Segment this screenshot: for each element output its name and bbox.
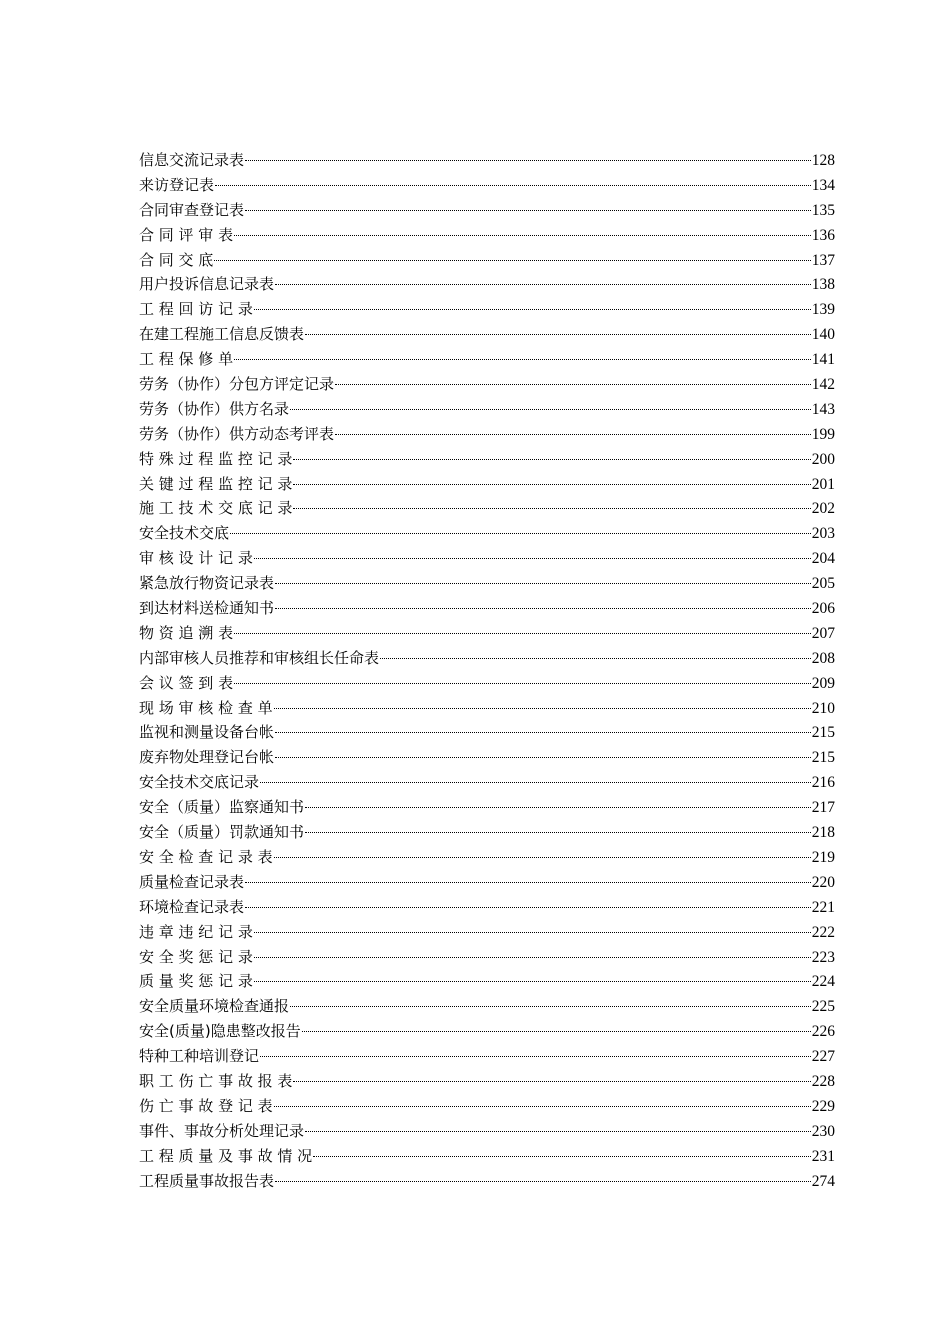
- toc-entry[interactable]: [139, 820, 835, 845]
- dot-leader: [234, 235, 811, 236]
- toc-entry-title: 工 程 回 访 记 录: [139, 300, 253, 319]
- toc-entry-title: 安全质量环境检查通报: [139, 997, 290, 1016]
- toc-entry[interactable]: [139, 1019, 835, 1044]
- dot-leader: [275, 732, 811, 733]
- dot-leader: [335, 384, 811, 385]
- dot-leader: [290, 409, 811, 410]
- dot-leader: [230, 533, 811, 534]
- toc-entry[interactable]: [139, 870, 835, 895]
- dot-leader: [293, 1081, 810, 1082]
- toc-entry[interactable]: [139, 745, 835, 770]
- dot-leader: [214, 260, 810, 261]
- toc-entry[interactable]: [139, 571, 835, 596]
- toc-entry[interactable]: [139, 596, 835, 621]
- dot-leader: [335, 434, 811, 435]
- toc-entry-title: 质量检查记录表: [139, 872, 245, 891]
- toc-entry[interactable]: [139, 969, 835, 994]
- toc-entry-page-number: 204: [811, 550, 835, 568]
- toc-entry[interactable]: [139, 895, 835, 920]
- toc-entry-page-number: 207: [811, 624, 835, 642]
- toc-entry-page-number: 208: [811, 649, 835, 667]
- toc-entry-page-number: 202: [811, 500, 835, 518]
- toc-entry-title: 安全（质量）监察通知书: [139, 798, 305, 817]
- dot-leader: [245, 160, 811, 161]
- toc-entry[interactable]: [139, 945, 835, 970]
- toc-entry-page-number: 141: [811, 351, 835, 369]
- toc-entry-title: 废弃物处理登记台帐: [139, 748, 275, 767]
- toc-entry-page-number: 139: [811, 301, 835, 319]
- toc-entry-page-number: 229: [811, 1097, 835, 1115]
- toc-entry-title: 安 全 检 查 记 录 表: [139, 847, 273, 866]
- toc-entry-page-number: 223: [811, 948, 835, 966]
- dot-leader: [254, 309, 811, 310]
- toc-entry-title: 审 核 设 计 记 录: [139, 549, 253, 568]
- toc-entry[interactable]: [139, 845, 835, 870]
- toc-entry-title: 来访登记表: [139, 175, 215, 194]
- toc-entry-page-number: 231: [811, 1147, 835, 1165]
- dot-leader: [380, 658, 811, 659]
- dot-leader: [234, 633, 811, 634]
- dot-leader: [293, 459, 810, 460]
- dot-leader: [293, 484, 810, 485]
- toc-entry[interactable]: [139, 1119, 835, 1144]
- toc-entry-title: 物 资 追 溯 表: [139, 623, 234, 642]
- toc-entry-page-number: 221: [811, 898, 835, 916]
- toc-entry-title: 特种工种培训登记: [139, 1047, 260, 1066]
- toc-entry[interactable]: [139, 795, 835, 820]
- dot-leader: [260, 1056, 811, 1057]
- toc-entry-page-number: 199: [811, 425, 835, 443]
- toc-entry[interactable]: [139, 1044, 835, 1069]
- toc-entry[interactable]: [139, 397, 835, 422]
- toc-entry-title: 安 全 奖 惩 记 录: [139, 947, 253, 966]
- toc-entry-title: 工程质量事故报告表: [139, 1171, 275, 1190]
- dot-leader: [254, 957, 811, 958]
- toc-entry-page-number: 137: [811, 251, 835, 269]
- toc-entry-title: 职 工 伤 亡 事 故 报 表: [139, 1071, 293, 1090]
- toc-entry[interactable]: [139, 521, 835, 546]
- dot-leader: [293, 508, 810, 509]
- dot-leader: [305, 334, 811, 335]
- dot-leader: [305, 1131, 811, 1132]
- table-of-contents: [139, 148, 835, 1193]
- toc-entry[interactable]: [139, 496, 835, 521]
- toc-entry-page-number: 222: [811, 923, 835, 941]
- toc-entry-page-number: 225: [811, 998, 835, 1016]
- toc-entry[interactable]: [139, 422, 835, 447]
- toc-entry[interactable]: [139, 696, 835, 721]
- toc-entry-page-number: 220: [811, 873, 835, 891]
- toc-entry-title: 违 章 违 纪 记 录: [139, 922, 253, 941]
- toc-entry-page-number: 219: [811, 848, 835, 866]
- toc-entry-title: 监视和测量设备台帐: [139, 723, 275, 742]
- toc-entry-title: 用户投诉信息记录表: [139, 275, 275, 294]
- toc-entry-page-number: 209: [811, 674, 835, 692]
- toc-entry-page-number: 128: [811, 152, 835, 169]
- toc-entry[interactable]: [139, 1069, 835, 1094]
- toc-entry-title: 环境检查记录表: [139, 897, 245, 916]
- dot-leader: [305, 807, 811, 808]
- dot-leader: [275, 1181, 811, 1182]
- toc-entry-title: 在建工程施工信息反馈表: [139, 325, 305, 344]
- dot-leader: [275, 608, 811, 609]
- dot-leader: [254, 932, 811, 933]
- toc-entry[interactable]: [139, 248, 835, 273]
- dot-leader: [260, 782, 811, 783]
- dot-leader: [313, 1156, 811, 1157]
- toc-entry-title: 合同审查登记表: [139, 200, 245, 219]
- toc-entry-page-number: 206: [811, 600, 835, 618]
- toc-entry-title: 事件、事故分析处理记录: [139, 1121, 305, 1140]
- toc-entry[interactable]: [139, 671, 835, 696]
- toc-entry-title: 劳务（协作）分包方评定记录: [139, 375, 335, 394]
- toc-entry-page-number: 205: [811, 575, 835, 593]
- toc-entry[interactable]: [139, 770, 835, 795]
- toc-entry-title: 内部审核人员推荐和审核组长任命表: [139, 648, 380, 667]
- toc-entry[interactable]: [139, 372, 835, 397]
- toc-entry-title: 质 量 奖 惩 记 录: [139, 972, 253, 991]
- toc-entry-title: 劳务（协作）供方名录: [139, 399, 290, 418]
- dot-leader: [254, 981, 811, 982]
- toc-entry-page-number: 138: [811, 276, 835, 294]
- toc-entry-page-number: 200: [811, 450, 835, 468]
- toc-entry-page-number: 136: [811, 226, 835, 244]
- toc-entry-title: 会 议 签 到 表: [139, 673, 234, 692]
- toc-entry[interactable]: [139, 447, 835, 472]
- toc-entry-page-number: 227: [811, 1048, 835, 1066]
- toc-entry[interactable]: [139, 646, 835, 671]
- toc-entry-page-number: 218: [811, 824, 835, 842]
- dot-leader: [215, 185, 811, 186]
- dot-leader: [274, 857, 811, 858]
- dot-leader: [275, 284, 811, 285]
- toc-entry-page-number: 134: [811, 176, 835, 194]
- dot-leader: [290, 1006, 811, 1007]
- toc-entry-title: 到达材料送检通知书: [139, 599, 275, 618]
- toc-entry-title: 工 程 质 量 及 事 故 情 况: [139, 1146, 313, 1165]
- toc-entry[interactable]: [139, 223, 835, 248]
- toc-entry-page-number: 143: [811, 400, 835, 418]
- toc-entry-page-number: 216: [811, 774, 835, 792]
- toc-entry-title: 安全技术交底记录: [139, 773, 260, 792]
- toc-entry[interactable]: [139, 198, 835, 223]
- toc-entry-title: 安全（质量）罚款通知书: [139, 823, 305, 842]
- toc-entry-page-number: 215: [811, 749, 835, 767]
- toc-entry-page-number: 203: [811, 525, 835, 543]
- toc-entry[interactable]: [139, 720, 835, 745]
- dot-leader: [234, 359, 811, 360]
- dot-leader: [274, 708, 811, 709]
- toc-entry-title: 劳务（协作）供方动态考评表: [139, 424, 335, 443]
- toc-entry-page-number: 274: [811, 1172, 835, 1190]
- toc-entry-page-number: 217: [811, 799, 835, 817]
- dot-leader: [274, 1106, 811, 1107]
- toc-entry[interactable]: [139, 1169, 835, 1194]
- toc-entry-title: 合 同 评 审 表: [139, 225, 234, 244]
- toc-entry[interactable]: [139, 1144, 835, 1169]
- dot-leader: [305, 832, 811, 833]
- toc-entry-title: 紧急放行物资记录表: [139, 574, 275, 593]
- toc-entry[interactable]: [139, 148, 835, 173]
- toc-entry-title: 现 场 审 核 检 查 单: [139, 698, 273, 717]
- dot-leader: [275, 757, 811, 758]
- dot-leader: [245, 907, 811, 908]
- toc-entry[interactable]: [139, 272, 835, 297]
- toc-entry-title: 安全(质量)隐患整改报告: [139, 1022, 301, 1041]
- toc-entry[interactable]: [139, 621, 835, 646]
- toc-entry[interactable]: [139, 472, 835, 497]
- toc-entry-title: 伤 亡 事 故 登 记 表: [139, 1096, 273, 1115]
- toc-entry-title: 施 工 技 术 交 底 记 录: [139, 499, 293, 518]
- dot-leader: [275, 583, 811, 584]
- dot-leader: [302, 1031, 811, 1032]
- toc-entry[interactable]: [139, 322, 835, 347]
- toc-entry[interactable]: [139, 546, 835, 571]
- toc-entry-page-number: 201: [811, 475, 835, 493]
- dot-leader: [234, 683, 811, 684]
- toc-entry-page-number: 224: [811, 973, 835, 991]
- toc-entry[interactable]: [139, 1094, 835, 1119]
- toc-entry-page-number: 230: [811, 1122, 835, 1140]
- toc-entry[interactable]: [139, 297, 835, 322]
- toc-entry-page-number: 142: [811, 376, 835, 394]
- toc-entry[interactable]: [139, 920, 835, 945]
- dot-leader: [254, 558, 811, 559]
- toc-entry-title: 信息交流记录表: [139, 151, 245, 169]
- toc-entry-page-number: 226: [811, 1023, 835, 1041]
- toc-entry-page-number: 140: [811, 326, 835, 344]
- toc-entry-title: 关 键 过 程 监 控 记 录: [139, 474, 293, 493]
- toc-entry-page-number: 215: [811, 724, 835, 742]
- dot-leader: [245, 210, 811, 211]
- toc-entry-title: 安全技术交底: [139, 524, 230, 543]
- toc-entry-page-number: 228: [811, 1072, 835, 1090]
- toc-entry-title: 合 同 交 底: [139, 250, 214, 269]
- toc-entry-page-number: 210: [811, 699, 835, 717]
- toc-entry[interactable]: [139, 173, 835, 198]
- toc-entry-title: 特 殊 过 程 监 控 记 录: [139, 449, 293, 468]
- toc-entry-title: 工 程 保 修 单: [139, 350, 234, 369]
- toc-entry[interactable]: [139, 347, 835, 372]
- toc-entry[interactable]: [139, 994, 835, 1019]
- dot-leader: [245, 882, 811, 883]
- toc-entry-page-number: 135: [811, 201, 835, 219]
